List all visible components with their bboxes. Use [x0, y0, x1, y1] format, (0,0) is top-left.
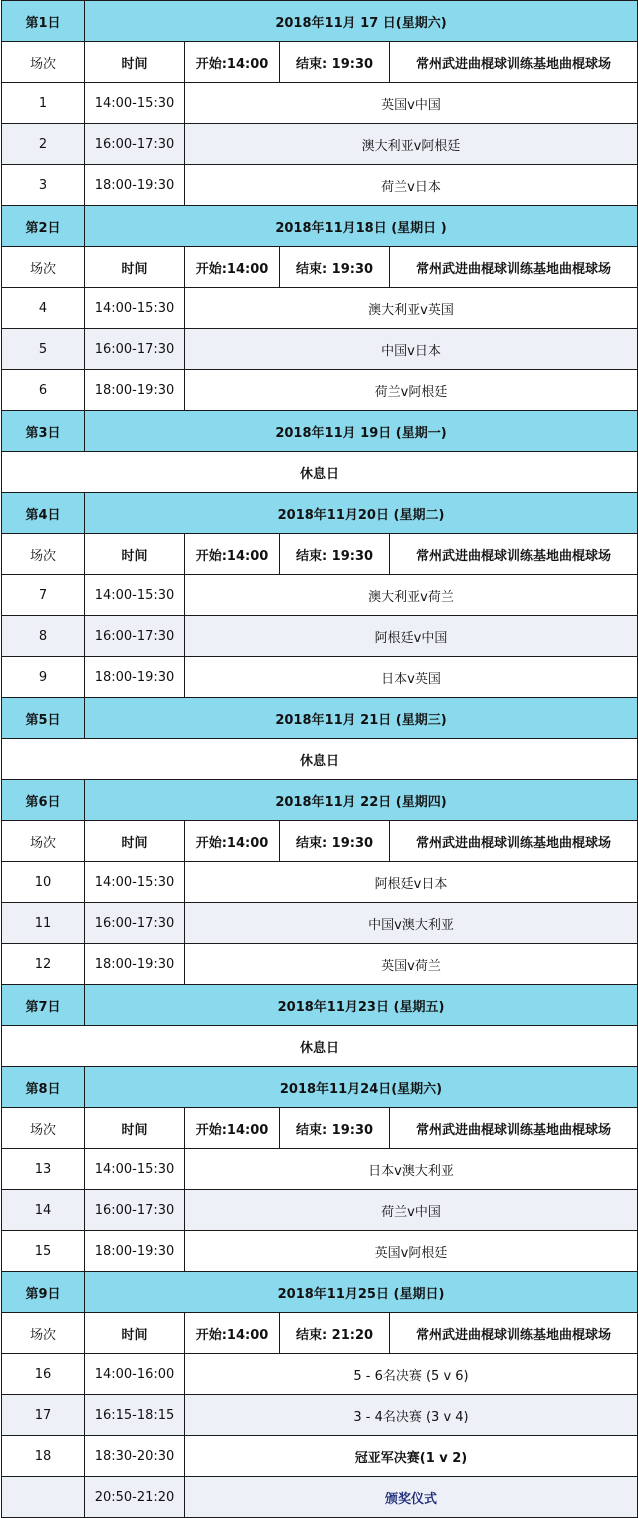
- rest-day-label: 休息日: [2, 1026, 638, 1067]
- header-end: 结束: 19:30: [280, 1108, 390, 1149]
- day-label: 第5日: [2, 698, 85, 739]
- match-row: [2, 862, 638, 903]
- match-row: [2, 944, 638, 985]
- day-date: 2018年11月 19日 (星期一): [85, 411, 638, 452]
- day-header-row: [2, 985, 638, 1026]
- match-number: 7: [2, 575, 85, 616]
- match-number: 18: [2, 1436, 85, 1477]
- header-time: 时间: [85, 534, 185, 575]
- match-time: 18:00-19:30: [85, 165, 185, 206]
- day-date: 2018年11月 22日 (星期四): [85, 780, 638, 821]
- match-number: 4: [2, 288, 85, 329]
- header-end: 结束: 19:30: [280, 42, 390, 83]
- rest-day-label: 休息日: [2, 739, 638, 780]
- match-row: [2, 1149, 638, 1190]
- match-time: 16:00-17:30: [85, 903, 185, 944]
- match-time: 20:50-21:20: [85, 1477, 185, 1518]
- header-venue: 常州武进曲棍球训练基地曲棍球场: [390, 1313, 638, 1354]
- header-session: 场次: [2, 1313, 85, 1354]
- match-teams: 澳大利亚v阿根廷: [185, 124, 638, 165]
- match-row: [2, 83, 638, 124]
- day-date: 2018年11月24日(星期六): [85, 1067, 638, 1108]
- match-row: [2, 124, 638, 165]
- match-row: [2, 575, 638, 616]
- header-start: 开始:14:00: [185, 42, 280, 83]
- match-time: 14:00-15:30: [85, 862, 185, 903]
- match-number: 8: [2, 616, 85, 657]
- match-time: 16:15-18:15: [85, 1395, 185, 1436]
- day-header-row: [2, 780, 638, 821]
- header-time: 时间: [85, 247, 185, 288]
- match-row: [2, 1190, 638, 1231]
- match-time: 14:00-16:00: [85, 1354, 185, 1395]
- match-teams: 荷兰v日本: [185, 165, 638, 206]
- day-label: 第3日: [2, 411, 85, 452]
- header-start: 开始:14:00: [185, 821, 280, 862]
- match-teams: 澳大利亚v英国: [185, 288, 638, 329]
- day-date: 2018年11月23日 (星期五): [85, 985, 638, 1026]
- match-number: 3: [2, 165, 85, 206]
- match-row: [2, 288, 638, 329]
- match-time: 18:00-19:30: [85, 944, 185, 985]
- header-session: 场次: [2, 42, 85, 83]
- day-label: 第4日: [2, 493, 85, 534]
- header-time: 时间: [85, 821, 185, 862]
- day-header-row: [2, 698, 638, 739]
- match-time: 14:00-15:30: [85, 83, 185, 124]
- day-label: 第6日: [2, 780, 85, 821]
- match-teams: 日本v澳大利亚: [185, 1149, 638, 1190]
- header-venue: 常州武进曲棍球训练基地曲棍球场: [390, 42, 638, 83]
- header-end: 结束: 21:20: [280, 1313, 390, 1354]
- day-date: 2018年11月 17 日(星期六): [85, 1, 638, 42]
- header-time: 时间: [85, 1108, 185, 1149]
- match-time: 18:00-19:30: [85, 370, 185, 411]
- column-header-row: [2, 1108, 638, 1149]
- column-header-row: [2, 42, 638, 83]
- day-header-row: [2, 206, 638, 247]
- match-teams: 荷兰v阿根廷: [185, 370, 638, 411]
- match-number: 1: [2, 83, 85, 124]
- header-session: 场次: [2, 1108, 85, 1149]
- header-venue: 常州武进曲棍球训练基地曲棍球场: [390, 534, 638, 575]
- match-row: [2, 903, 638, 944]
- match-number: 17: [2, 1395, 85, 1436]
- rest-day-row: [2, 739, 638, 780]
- match-time: 18:00-19:30: [85, 1231, 185, 1272]
- day-header-row: [2, 493, 638, 534]
- match-teams: 中国v日本: [185, 329, 638, 370]
- column-header-row: [2, 821, 638, 862]
- match-teams: 3 - 4名决赛 (3 v 4): [185, 1395, 638, 1436]
- header-session: 场次: [2, 534, 85, 575]
- header-start: 开始:14:00: [185, 1108, 280, 1149]
- match-row: [2, 657, 638, 698]
- day-label: 第8日: [2, 1067, 85, 1108]
- match-teams: 日本v英国: [185, 657, 638, 698]
- match-teams: 英国v中国: [185, 83, 638, 124]
- match-teams: 荷兰v中国: [185, 1190, 638, 1231]
- match-time: 14:00-15:30: [85, 288, 185, 329]
- day-label: 第9日: [2, 1272, 85, 1313]
- schedule-body: [2, 1, 638, 1518]
- day-header-row: [2, 1, 638, 42]
- match-time: 16:00-17:30: [85, 1190, 185, 1231]
- match-time: 16:00-17:30: [85, 616, 185, 657]
- match-row: [2, 370, 638, 411]
- header-end: 结束: 19:30: [280, 534, 390, 575]
- match-number: 5: [2, 329, 85, 370]
- day-date: 2018年11月20日 (星期二): [85, 493, 638, 534]
- match-number: 11: [2, 903, 85, 944]
- column-header-row: [2, 534, 638, 575]
- match-row: [2, 1231, 638, 1272]
- match-number: 10: [2, 862, 85, 903]
- day-date: 2018年11月25日 (星期日): [85, 1272, 638, 1313]
- match-row: [2, 1395, 638, 1436]
- day-label: 第2日: [2, 206, 85, 247]
- match-teams: 阿根廷v中国: [185, 616, 638, 657]
- match-time: 14:00-15:30: [85, 1149, 185, 1190]
- day-header-row: [2, 1272, 638, 1313]
- match-teams: 中国v澳大利亚: [185, 903, 638, 944]
- match-time: 18:30-20:30: [85, 1436, 185, 1477]
- match-row: [2, 329, 638, 370]
- header-session: 场次: [2, 247, 85, 288]
- match-teams: 冠亚军决赛(1 v 2): [185, 1436, 638, 1477]
- header-venue: 常州武进曲棍球训练基地曲棍球场: [390, 247, 638, 288]
- match-number: 13: [2, 1149, 85, 1190]
- header-time: 时间: [85, 1313, 185, 1354]
- match-row: [2, 1477, 638, 1518]
- match-number: 14: [2, 1190, 85, 1231]
- match-teams: 英国v荷兰: [185, 944, 638, 985]
- match-row: [2, 616, 638, 657]
- match-teams: 5 - 6名决赛 (5 v 6): [185, 1354, 638, 1395]
- header-start: 开始:14:00: [185, 247, 280, 288]
- match-time: 16:00-17:30: [85, 124, 185, 165]
- day-header-row: [2, 411, 638, 452]
- match-number: 9: [2, 657, 85, 698]
- day-date: 2018年11月 21日 (星期三): [85, 698, 638, 739]
- header-start: 开始:14:00: [185, 1313, 280, 1354]
- match-number: 6: [2, 370, 85, 411]
- match-number: 12: [2, 944, 85, 985]
- header-venue: 常州武进曲棍球训练基地曲棍球场: [390, 1108, 638, 1149]
- match-row: [2, 165, 638, 206]
- match-time: 18:00-19:30: [85, 657, 185, 698]
- header-session: 场次: [2, 821, 85, 862]
- header-venue: 常州武进曲棍球训练基地曲棍球场: [390, 821, 638, 862]
- match-time: 16:00-17:30: [85, 329, 185, 370]
- day-date: 2018年11月18日 (星期日 ): [85, 206, 638, 247]
- column-header-row: [2, 247, 638, 288]
- rest-day-label: 休息日: [2, 452, 638, 493]
- rest-day-row: [2, 452, 638, 493]
- column-header-row: [2, 1313, 638, 1354]
- day-header-row: [2, 1067, 638, 1108]
- match-teams: 颁奖仪式: [185, 1477, 638, 1518]
- schedule-table: [1, 0, 638, 1518]
- day-label: 第7日: [2, 985, 85, 1026]
- rest-day-row: [2, 1026, 638, 1067]
- match-teams: 英国v阿根廷: [185, 1231, 638, 1272]
- match-number: [2, 1477, 85, 1518]
- header-end: 结束: 19:30: [280, 247, 390, 288]
- match-time: 14:00-15:30: [85, 575, 185, 616]
- header-end: 结束: 19:30: [280, 821, 390, 862]
- match-row: [2, 1436, 638, 1477]
- day-label: 第1日: [2, 1, 85, 42]
- match-number: 15: [2, 1231, 85, 1272]
- match-row: [2, 1354, 638, 1395]
- match-teams: 澳大利亚v荷兰: [185, 575, 638, 616]
- header-start: 开始:14:00: [185, 534, 280, 575]
- match-teams: 阿根廷v日本: [185, 862, 638, 903]
- match-number: 2: [2, 124, 85, 165]
- header-time: 时间: [85, 42, 185, 83]
- match-number: 16: [2, 1354, 85, 1395]
